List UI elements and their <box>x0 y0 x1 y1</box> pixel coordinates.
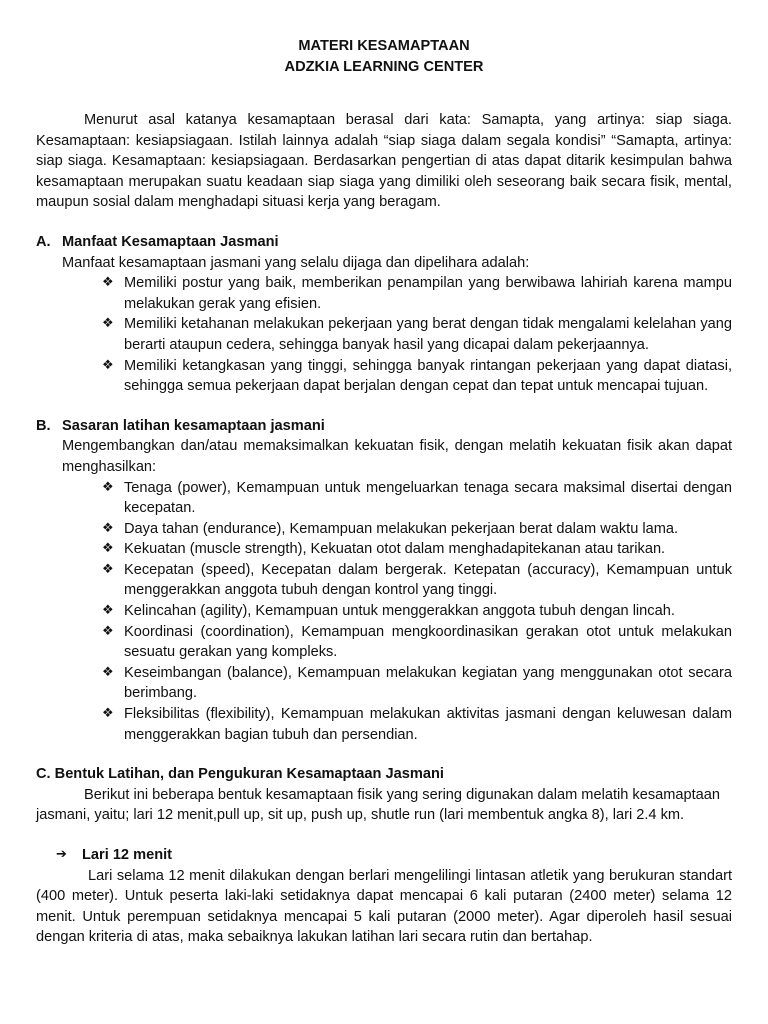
list-item-text: Kekuatan (muscle strength), Kekuatan otot dalam menghadapitekanan atau tarikan. <box>124 541 666 558</box>
diamond-bullet-icon: ❖ <box>102 357 114 373</box>
section-b-body <box>62 436 732 745</box>
document-title <box>36 36 732 78</box>
list-item <box>102 704 732 745</box>
list-item <box>102 273 732 314</box>
list-item-text: Kelincahan (agility), Kemampuan untuk menggerakkan anggota tubuh dengan lincah. <box>124 603 675 620</box>
section-c-heading: C. Bentuk Latihan, dan Pengukuran Kesamaptaan Jasmani <box>36 766 444 783</box>
diamond-bullet-icon: ❖ <box>102 316 114 332</box>
section-b-heading <box>36 416 732 437</box>
section-b-title: Sasaran latihan kesamaptaan jasmani <box>62 417 325 434</box>
list-item-text: Tenaga (power), Kemampuan untuk mengeluarkan tenaga secara maksimal disertai dengan kecepatan. <box>124 479 732 517</box>
section-a-lead: Manfaat kesamaptaan jasmani yang selalu dijaga dan dipelihara adalah: <box>62 254 530 271</box>
diamond-bullet-icon: ❖ <box>102 541 114 557</box>
list-item <box>102 663 732 704</box>
list-item-text: Memiliki ketangkasan yang tinggi, sehingga banyak rintangan pekerjaan yang dapat diatasi, sehingga semua pekerjaan dapat berjalan dengan cepat dan tepat untuk mencapai tujuan. <box>124 357 732 395</box>
diamond-bullet-icon: ❖ <box>102 664 114 680</box>
lari-12-menit-title: Lari 12 menit <box>82 847 173 863</box>
diamond-bullet-icon: ❖ <box>102 479 114 495</box>
list-item <box>102 560 732 601</box>
section-b-list <box>62 478 732 746</box>
list-item-text: Kecepatan (speed), Kecepatan dalam bergerak. Ketepatan (accuracy), Kemampuan untuk menggerakkan anggota tubuh dengan kontrol yang tinggi. <box>124 561 732 599</box>
list-item <box>102 478 732 519</box>
section-c-intro: Berikut ini beberapa bentuk kesamaptaan fisik yang sering digunakan dalam melatih kesamaptaan jasmani, yaitu; lari 12 menit,pull up, sit up, push up, shutle run (lari membentuk angka 8), lari 2.4 km. <box>36 786 721 824</box>
list-item-text: Keseimbangan (balance), Kemampuan melakukan kegiatan yang menggunakan otot secara berimbang. <box>124 664 732 702</box>
list-item-text: Fleksibilitas (flexibility), Kemampuan melakukan aktivitas jasmani dengan keluwesan dalam menggerakkan bagian tubuh dan persendian. <box>124 706 732 743</box>
section-a-body <box>62 253 732 397</box>
list-item <box>102 519 732 540</box>
title-line-2: ADZKIA LEARNING CENTER <box>284 59 484 75</box>
diamond-bullet-icon: ❖ <box>102 603 114 619</box>
lari-12-menit-body: Lari selama 12 menit dilakukan dengan berlari mengelilingi lintasan atletik yang berukuran standart (400 meter). Untuk peserta laki-laki setidaknya dapat mencapai 6 kali putaran (2400 meter) selama 12 menit. Untuk perempuan setidaknya mencapai 5 kali putaran (2000 meter). Agar diperoleh hasil sesuai dengan kriteria di atas, maka sebaiknya lakukan latihan lari secara rutin dan bertahap. <box>36 867 732 946</box>
diamond-bullet-icon: ❖ <box>102 520 114 536</box>
section-a-letter: A. <box>36 233 51 250</box>
arrow-right-icon: ➔ <box>56 847 67 862</box>
title-line-1: MATERI KESAMAPTAAN <box>298 38 470 54</box>
list-item <box>102 356 732 397</box>
diamond-bullet-icon: ❖ <box>102 623 114 639</box>
section-b-letter: B. <box>36 417 51 434</box>
diamond-bullet-icon: ❖ <box>102 275 114 291</box>
section-a-title: Manfaat Kesamaptaan Jasmani <box>62 233 279 250</box>
list-item <box>102 539 732 560</box>
list-item-text: Memiliki postur yang baik, memberikan penampilan yang berwibawa lahiriah karena mampu melakukan gerak yang efisien. <box>124 275 732 312</box>
list-item-text: Memiliki ketahanan melakukan pekerjaan yang berat dengan tidak mengalami kelelahan yang berarti ataupun cedera, sehingga banyak hasil yang dicapai dalam pekerjaannya. <box>124 316 732 353</box>
list-item-text: Koordinasi (coordination), Kemampuan mengkoordinasikan gerakan otot untuk melakukan sesuatu gerakan yang kompleks. <box>124 623 732 661</box>
section-a-list <box>62 273 732 397</box>
list-item <box>102 601 732 622</box>
diamond-bullet-icon: ❖ <box>102 561 114 577</box>
intro-paragraph: Menurut asal katanya kesamaptaan berasal dari kata: Samapta, yang artinya: siap siaga. Kesamaptaan: kesiapsiagaan. Istilah lainnya adalah “siap siaga dalam segala kondisi” “Samapta, artinya: siap siaga. Kesamaptaan: kesiapsiagaan. Berdasarkan pengertian di atas dapat ditarik kesimpulan bahwa kesamaptaan merupakan suatu keadaan siap siaga yang dimiliki oleh seseorang baik secara fisik, mental, maupun sosial dalam menghadapi situasi kerja yang beragam. <box>36 112 732 211</box>
list-item-text: Daya tahan (endurance), Kemampuan melakukan pekerjaan berat dalam waktu lama. <box>124 520 679 537</box>
section-b-lead: Mengembangkan dan/atau memaksimalkan kekuatan fisik, dengan melatih kekuatan fisik akan dapat menghasilkan: <box>62 438 732 475</box>
list-item <box>102 622 732 663</box>
diamond-bullet-icon: ❖ <box>102 706 114 722</box>
lari-12-menit-heading <box>36 845 732 866</box>
section-a-heading <box>36 232 732 253</box>
list-item <box>102 314 732 355</box>
